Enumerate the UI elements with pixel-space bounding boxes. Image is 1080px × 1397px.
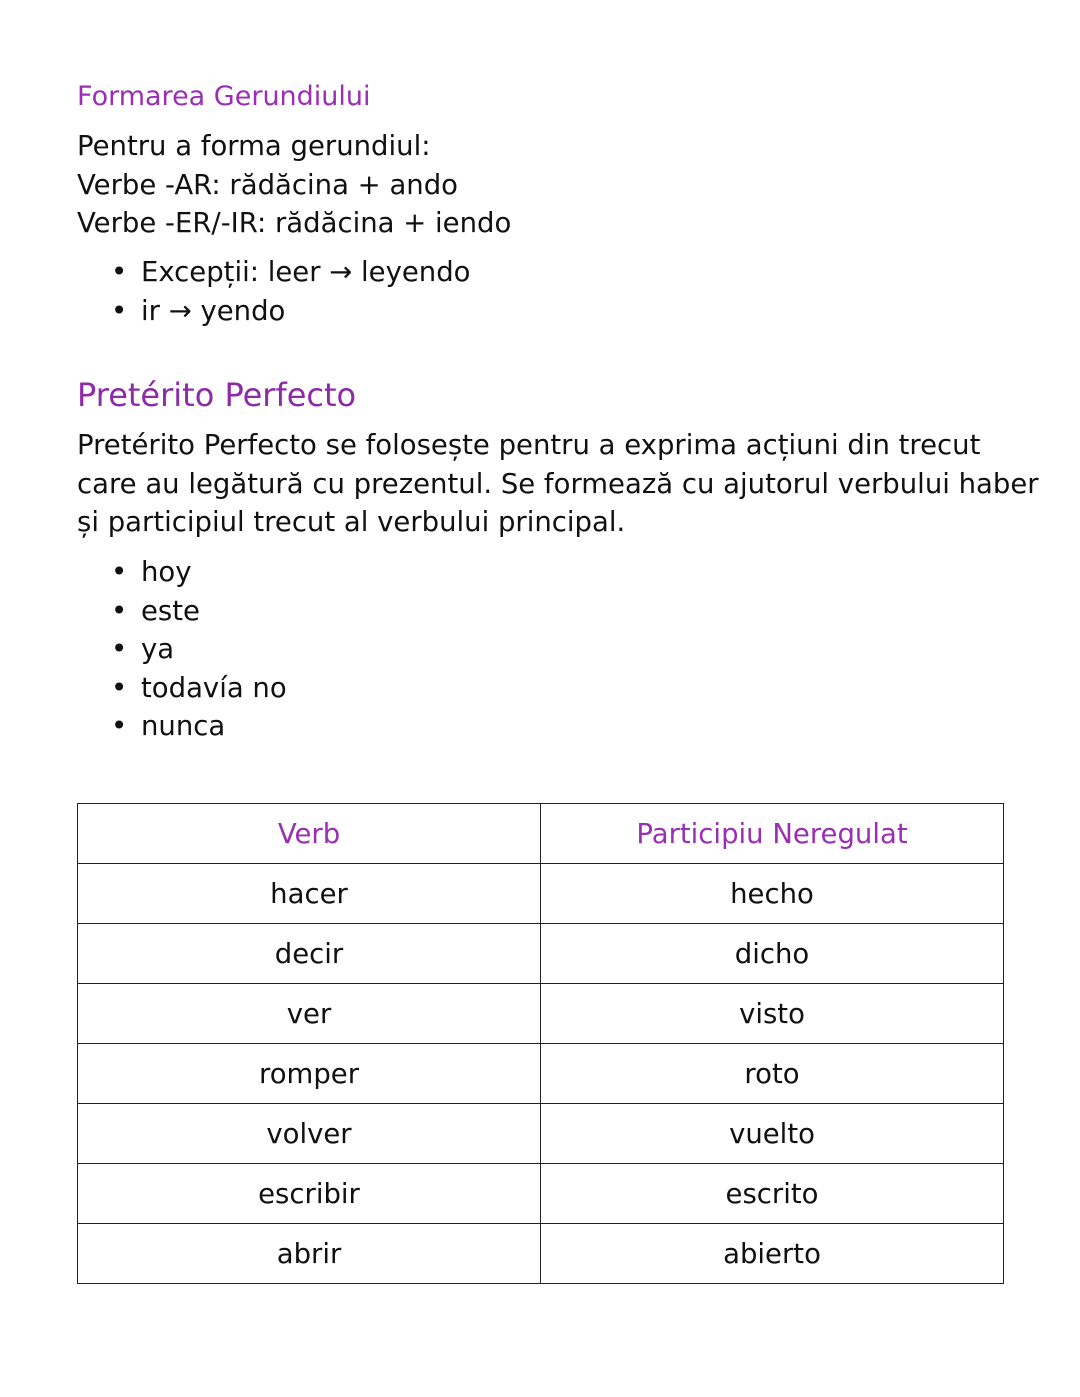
verb-cell: decir (78, 924, 541, 984)
list-item-text: nunca (141, 710, 226, 742)
text-line: Pentru a forma gerundiul: (77, 130, 431, 162)
participle-cell: dicho (541, 924, 1004, 984)
verb-cell: ver (78, 984, 541, 1044)
text-line: Pretérito Perfecto se folosește pentru a exprima acțiuni din trecut (77, 429, 981, 461)
column-header-participle: Participiu Neregulat (541, 804, 1004, 864)
list-item-text: este (141, 594, 200, 627)
participle-cell: visto (541, 984, 1004, 1044)
participle-cell: vuelto (541, 1104, 1004, 1164)
verb-cell: romper (78, 1044, 541, 1104)
bullet-icon: • (111, 594, 128, 627)
list-item-text: todavía no (141, 671, 287, 704)
text-line: Verbe -AR: rădăcina + ando (77, 168, 459, 201)
list-item (77, 630, 287, 669)
bullet-icon: • (111, 556, 128, 588)
bullet-icon: • (111, 294, 128, 327)
time-markers-list (77, 553, 287, 746)
list-item-text: Excepții: leer → leyendo (141, 256, 471, 288)
bullet-icon: • (111, 633, 128, 665)
bullet-icon: • (111, 671, 128, 704)
table-row (78, 864, 1004, 924)
participle-cell: escrito (541, 1164, 1004, 1224)
preterito-paragraph (77, 426, 1039, 542)
table-row (78, 1104, 1004, 1164)
table-row (78, 1044, 1004, 1104)
list-item (77, 553, 287, 592)
verb-cell: abrir (78, 1224, 541, 1284)
text-line: Verbe -ER/-IR: rădăcina + iendo (77, 207, 512, 239)
gerund-explanation (77, 127, 511, 243)
column-header-verb: Verb (78, 804, 541, 864)
gerund-exceptions-list (77, 253, 471, 330)
table-row (78, 924, 1004, 984)
list-item (77, 592, 287, 631)
gerund-heading: Formarea Gerundiului (77, 81, 371, 112)
table-row (78, 984, 1004, 1044)
text-line: care au legătură cu prezentul. Se formează cu ajutorul verbului haber (77, 467, 1039, 500)
irregular-participles-table (77, 803, 1004, 1284)
list-item (77, 707, 287, 746)
verb-cell: hacer (78, 864, 541, 924)
preterito-heading: Pretérito Perfecto (77, 376, 357, 414)
list-item (77, 292, 471, 331)
table-header-row (78, 804, 1004, 864)
text-line: și participiul trecut al verbului principal. (77, 506, 626, 538)
participle-cell: roto (541, 1044, 1004, 1104)
list-item (77, 253, 471, 292)
participle-cell: abierto (541, 1224, 1004, 1284)
list-item-text: ir → yendo (141, 294, 286, 327)
verb-cell: escribir (78, 1164, 541, 1224)
list-item (77, 669, 287, 708)
bullet-icon: • (111, 256, 128, 288)
participle-cell: hecho (541, 864, 1004, 924)
table-row (78, 1164, 1004, 1224)
table-row (78, 1224, 1004, 1284)
list-item-text: hoy (141, 556, 192, 588)
list-item-text: ya (141, 633, 175, 665)
verb-cell: volver (78, 1104, 541, 1164)
bullet-icon: • (111, 710, 128, 742)
